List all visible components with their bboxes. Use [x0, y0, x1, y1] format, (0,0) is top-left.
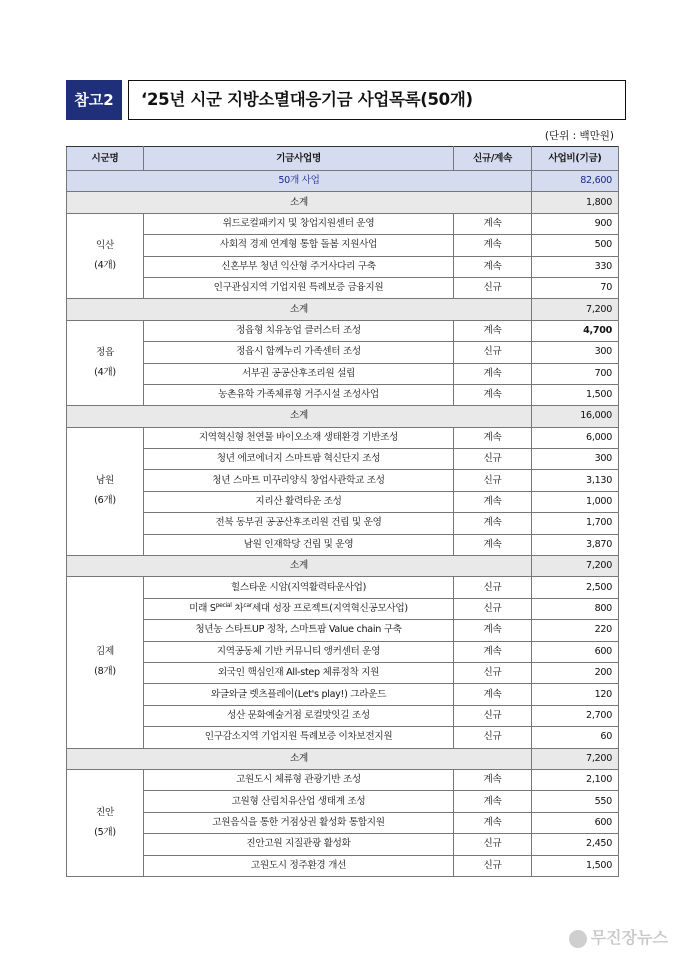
region-cell: [67, 213, 144, 299]
header-region: 시군명: [67, 147, 144, 171]
project-amount: 600: [532, 812, 619, 833]
project-type: 신규: [454, 855, 532, 876]
table-row: [67, 384, 619, 405]
table-row: [67, 727, 619, 748]
project-name: 정읍형 치유농업 클러스터 조성: [144, 320, 454, 341]
document-title: ‘25년 시군 지방소멸대응기금 사업목록(50개): [128, 80, 626, 120]
project-amount: 200: [532, 662, 619, 683]
title-block: [66, 80, 614, 120]
project-type: 계속: [454, 791, 532, 812]
reference-tag: 참고2: [66, 80, 122, 120]
unit-label: (단위 : 백만원): [544, 130, 614, 142]
project-name: 외국인 핵심인재 All-step 체류정착 지원: [144, 662, 454, 683]
watermark-logo-icon: [569, 930, 587, 948]
project-name-sup: car: [243, 601, 252, 609]
project-table: [66, 146, 619, 877]
project-type: 계속: [454, 534, 532, 555]
project-name: 고원형 산림치유산업 생태계 조성: [144, 791, 454, 812]
project-amount: 2,100: [532, 769, 619, 790]
project-amount: 800: [532, 598, 619, 619]
subtotal-amount: 16,000: [532, 406, 619, 427]
region-count: (4개): [94, 367, 116, 379]
subtotal-label: 소계: [67, 556, 532, 577]
project-amount: 1,000: [532, 491, 619, 512]
subtotal-label: 소계: [67, 299, 532, 320]
table-row: [67, 577, 619, 598]
table-row: [67, 641, 619, 662]
header-amount: 사업비(기금): [532, 147, 619, 171]
project-name: 서부권 공공산후조리원 설립: [144, 363, 454, 384]
subtotal-row: [67, 748, 619, 769]
project-name: 청년 스마트 미꾸리양식 창업사관학교 조성: [144, 470, 454, 491]
project-name: 인구감소지역 기업지원 특례보증 이차보전지원: [144, 727, 454, 748]
project-name: 지역공동체 기반 커뮤니티 앵커센터 운영: [144, 641, 454, 662]
project-amount: 500: [532, 235, 619, 256]
project-name: 신혼부부 청년 익산형 주거사다리 구축: [144, 256, 454, 277]
region-name: 진안: [96, 806, 114, 818]
table-row: [67, 235, 619, 256]
project-name-part: 미래 S: [189, 603, 216, 614]
table-row: [67, 491, 619, 512]
region-name: 정읍: [96, 347, 114, 359]
project-amount: 300: [532, 449, 619, 470]
region-cell: [67, 769, 144, 876]
subtotal-row: [67, 299, 619, 320]
project-type: 신규: [454, 449, 532, 470]
project-type: 계속: [454, 235, 532, 256]
table-row: [67, 855, 619, 876]
table-row: [67, 513, 619, 534]
project-amount: 2,700: [532, 705, 619, 726]
project-type: 계속: [454, 384, 532, 405]
project-type: 계속: [454, 812, 532, 833]
project-type: 계속: [454, 320, 532, 341]
project-type: 신규: [454, 705, 532, 726]
project-name: 청년 에코에너지 스마트팜 혁신단지 조성: [144, 449, 454, 470]
region-name: 김제: [96, 646, 114, 658]
header-project: 기금사업명: [144, 147, 454, 171]
subtotal-amount: 7,200: [532, 299, 619, 320]
project-amount: 70: [532, 277, 619, 298]
project-name: 위드로컬패키지 및 창업지원센터 운영: [144, 213, 454, 234]
project-amount: 2,450: [532, 834, 619, 855]
project-amount: 330: [532, 256, 619, 277]
project-type: 신규: [454, 470, 532, 491]
project-amount: 4,700: [532, 320, 619, 341]
project-name: 청년농 스타트UP 정착, 스마트팜 Value chain 구축: [144, 620, 454, 641]
watermark-text: 무진장뉴스: [590, 928, 668, 947]
subtotal-amount: 1,800: [532, 192, 619, 213]
table-row: [67, 427, 619, 448]
project-type: 계속: [454, 363, 532, 384]
region-cell: [67, 577, 144, 748]
subtotal-row: [67, 406, 619, 427]
project-name: 고원음식을 통한 거점상권 활성화 통합지원: [144, 812, 454, 833]
project-amount: 60: [532, 727, 619, 748]
project-type: 신규: [454, 277, 532, 298]
project-type: 신규: [454, 727, 532, 748]
project-name: 와글와글 렛츠플레이(Let's play!) 그라운드: [144, 684, 454, 705]
project-amount: 900: [532, 213, 619, 234]
project-name: 지역혁신형 천연물 바이오소재 생태환경 기반조성: [144, 427, 454, 448]
subtotal-label: 소계: [67, 406, 532, 427]
project-amount: 1,500: [532, 384, 619, 405]
project-name-part: 세대 성장 프로젝트(지역혁신공모사업): [251, 603, 408, 614]
project-amount: 550: [532, 791, 619, 812]
project-amount: 2,500: [532, 577, 619, 598]
table-row: [67, 598, 619, 619]
total-amount: 82,600: [532, 171, 619, 192]
project-amount: 220: [532, 620, 619, 641]
project-type: 계속: [454, 684, 532, 705]
table-row: [67, 812, 619, 833]
project-type: 신규: [454, 598, 532, 619]
project-amount: 700: [532, 363, 619, 384]
project-amount: 300: [532, 342, 619, 363]
project-type: 신규: [454, 834, 532, 855]
project-name: 남원 인재학당 건립 및 운영: [144, 534, 454, 555]
project-name-part: 차: [231, 603, 244, 614]
project-name: 인구관심지역 기업지원 특례보증 금융지원: [144, 277, 454, 298]
project-type: 계속: [454, 256, 532, 277]
project-type: 계속: [454, 213, 532, 234]
project-type: 계속: [454, 513, 532, 534]
project-amount: 3,130: [532, 470, 619, 491]
project-name: 정읍시 함께누리 가족센터 조성: [144, 342, 454, 363]
region-name: 익산: [96, 240, 114, 252]
project-type: 계속: [454, 769, 532, 790]
total-row: [67, 171, 619, 192]
region-cell: [67, 320, 144, 406]
project-type: 계속: [454, 620, 532, 641]
project-amount: 1,500: [532, 855, 619, 876]
table-row: [67, 363, 619, 384]
region-count: (5개): [94, 826, 116, 838]
project-type: 계속: [454, 491, 532, 512]
project-type: 계속: [454, 641, 532, 662]
project-name: 힐스타운 시암(지역활력타운사업): [144, 577, 454, 598]
subtotal-row: [67, 192, 619, 213]
project-amount: 600: [532, 641, 619, 662]
project-amount: 3,870: [532, 534, 619, 555]
project-name: 성산 문화예술거점 로컬맛잇길 조성: [144, 705, 454, 726]
table-header-row: [67, 147, 619, 171]
table-row: [67, 791, 619, 812]
table-row: [67, 620, 619, 641]
table-row: [67, 277, 619, 298]
region-count: (4개): [94, 260, 116, 272]
subtotal-row: [67, 556, 619, 577]
subtotal-amount: 7,200: [532, 748, 619, 769]
table-row: [67, 662, 619, 683]
table-row: [67, 449, 619, 470]
project-amount: 6,000: [532, 427, 619, 448]
project-amount: 120: [532, 684, 619, 705]
project-name: 농촌유학 가족체류형 거주시설 조성사업: [144, 384, 454, 405]
project-type: 신규: [454, 342, 532, 363]
watermark: [569, 925, 668, 948]
project-name: 고원도시 체류형 관광기반 조성: [144, 769, 454, 790]
region-count: (8개): [94, 666, 116, 678]
project-name-sup: pecial: [215, 601, 232, 609]
table-row: [67, 705, 619, 726]
header-type: 신규/계속: [454, 147, 532, 171]
table-row: [67, 342, 619, 363]
region-count: (6개): [94, 495, 116, 507]
table-row: [67, 256, 619, 277]
table-row: [67, 534, 619, 555]
project-name: 전북 동부권 공공산후조리원 건립 및 운영: [144, 513, 454, 534]
subtotal-label: 소계: [67, 748, 532, 769]
table-row: [67, 470, 619, 491]
table-row: [67, 834, 619, 855]
table-row: [67, 684, 619, 705]
project-type: 계속: [454, 427, 532, 448]
table-row: [67, 769, 619, 790]
subtotal-label: 소계: [67, 192, 532, 213]
project-name: 지리산 활력타운 조성: [144, 491, 454, 512]
region-cell: [67, 427, 144, 555]
table-row: [67, 213, 619, 234]
region-name: 남원: [96, 475, 114, 487]
total-label: 50개 사업: [67, 171, 532, 192]
project-name: 진안고원 지질관광 활성화: [144, 834, 454, 855]
project-type: 신규: [454, 577, 532, 598]
table-row: [67, 320, 619, 341]
project-name: 사회적 경제 연계형 통합 돌봄 지원사업: [144, 235, 454, 256]
subtotal-amount: 7,200: [532, 556, 619, 577]
project-amount: 1,700: [532, 513, 619, 534]
project-type: 신규: [454, 662, 532, 683]
project-name: [144, 598, 454, 619]
project-name: 고원도시 정주환경 개선: [144, 855, 454, 876]
